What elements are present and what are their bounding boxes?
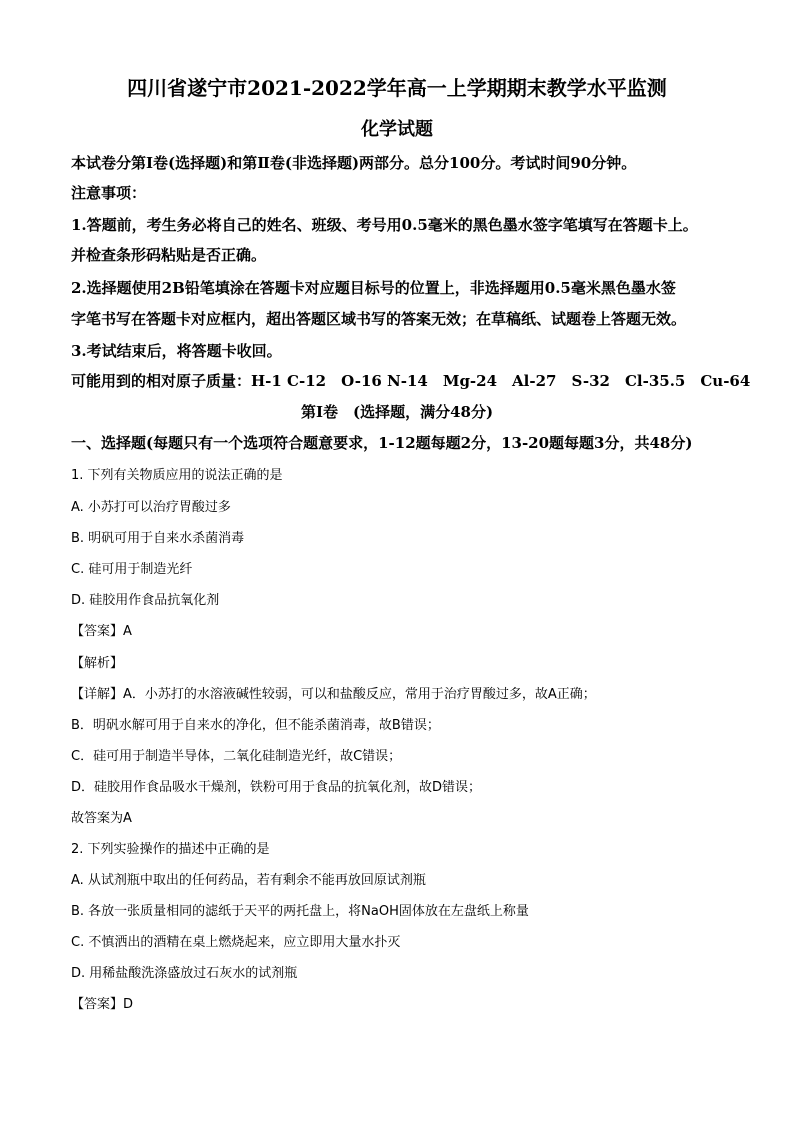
rule-1-line-b: 并检查条形码粘贴是否正确。 — [71, 246, 267, 264]
question-2-stem: 2. 下列实验操作的描述中正确的是 — [71, 842, 270, 857]
question-1-stem: 1. 下列有关物质应用的说法正确的是 — [71, 468, 283, 483]
question-1-option-b: B. 明矾可用于自来水杀菌消毒 — [71, 531, 245, 546]
question-1-analysis-tag: 【解析】 — [71, 656, 124, 671]
page-title: 四川省遂宁市2021-2022学年高一上学期期末教学水平监测 — [127, 76, 667, 100]
question-1-detail-d: D．硅胶用作食品吸水干燥剂，铁粉可用于食品的抗氧化剂，故D错误； — [71, 780, 482, 795]
rule-2-line-a: 2.选择题使用2B铅笔填涂在答题卡对应题目标号的位置上，非选择题用0.5毫米黑色墨水签 — [71, 279, 676, 297]
question-2-answer: 【答案】D — [71, 997, 134, 1012]
question-1-conclusion: 故答案为A — [71, 811, 132, 826]
rule-1-line-a: 1.答题前，考生务必将自己的姓名、班级、考号用0.5毫米的黑色墨水签字笔填写在答题卡上。 — [71, 216, 698, 234]
question-2-option-c: C. 不慎洒出的酒精在桌上燃烧起来，应立即用大量水扑灭 — [71, 935, 401, 950]
section-title: 第Ⅰ卷 (选择题，满分48分) — [300, 403, 494, 421]
question-2-option-b: B. 各放一张质量相同的滤纸于天平的两托盘上，将NaOH固体放在左盘纸上称量 — [71, 904, 529, 919]
question-1-option-d: D. 硅胶用作食品抗氧化剂 — [71, 593, 220, 608]
question-2-option-a: A. 从试剂瓶中取出的任何药品，若有剩余不能再放回原试剂瓶 — [71, 873, 426, 888]
atomic-mass-line: 可能用到的相对原子质量：H-1 C-12 O-16 N-14 Mg-24 Al-27 S-32 Cl-35.5 Cu-64 — [71, 372, 751, 390]
question-1-detail-b: B．明矾水解可用于自来水的净化，但不能杀菌消毒，故B错误； — [71, 718, 440, 733]
rule-2-line-b: 字笔书写在答题卡对应框内，超出答题区域书写的答案无效；在草稿纸、试题卷上答题无效。 — [71, 310, 687, 328]
notice-heading: 注意事项： — [71, 184, 147, 202]
question-1-detail-c: C．硅可用于制造半导体，二氧化硅制造光纤，故C错误； — [71, 749, 402, 764]
section-instruction: 一、选择题(每题只有一个选项符合题意要求，1-12题每题2分，13-20题每题3分，共48分) — [71, 434, 693, 452]
question-2-option-d: D. 用稀盐酸洗涤盛放过石灰水的试剂瓶 — [71, 966, 298, 981]
question-1-answer: 【答案】A — [71, 624, 132, 639]
intro-line: 本试卷分第Ⅰ卷(选择题)和第Ⅱ卷(非选择题)两部分。总分100分。考试时间90分钟。 — [71, 154, 637, 172]
rule-3-line: 3.考试结束后，将答题卡收回。 — [71, 342, 282, 360]
question-1-option-c: C. 硅可用于制造光纤 — [71, 562, 193, 577]
question-1-detail-a: 【详解】A．小苏打的水溶液碱性较弱，可以和盐酸反应，常用于治疗胃酸过多，故A正确； — [71, 687, 596, 702]
question-1-option-a: A. 小苏打可以治疗胃酸过多 — [71, 500, 231, 515]
page-subtitle: 化学试题 — [361, 119, 433, 140]
